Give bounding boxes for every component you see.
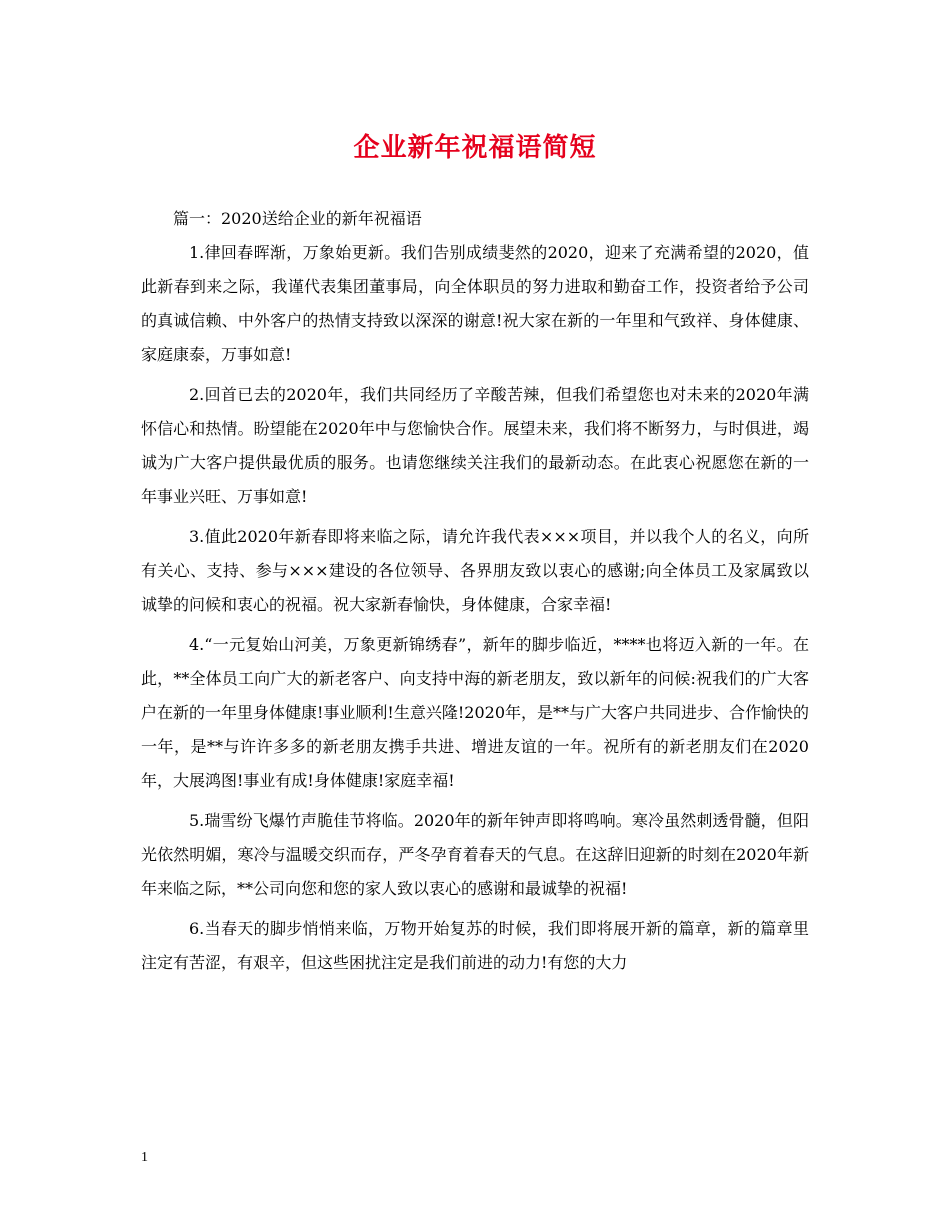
document-body [141,202,809,980]
paragraph-6: 6.当春天的脚步悄悄来临，万物开始复苏的时候，我们即将展开新的篇章，新的篇章里注定有苦涩，有艰辛，但这些困扰注定是我们前进的动力!有您的大力 [141,919,809,972]
paragraph-4: 4.“一元复始山河美，万象更新锦绣春”，新年的脚步临近，****也将迈入新的一年。在此，**全体员工向广大的新老客户、向支持中海的新老朋友，致以新年的问候:祝我们的广大客户在新的一年里身体健康!事业顺利!生意兴隆!2020年，是**与广大客户共同进步、合作愉快的一年，是**与许许多多的新老朋友携手共进、增进友谊的一年。祝所有的新老朋友们在2020年，大展鸿图!事业有成!身体健康!家庭幸福! [141,635,810,790]
paragraph-2: 2.回首已去的2020年，我们共同经历了辛酸苦辣，但我们希望您也对未来的2020年满怀信心和热情。盼望能在2020年中与您愉快合作。展望未来，我们将不断努力，与时俱进，竭诚为广大客户提供最优质的服务。也请您继续关注我们的最新动态。在此衷心祝愿您在新的一年事业兴旺、万事如意! [141,385,809,506]
document-title: 企业新年祝福语简短 [353,133,597,163]
paragraph-5: 5.瑞雪纷飞爆竹声脆佳节将临。2020年的新年钟声即将鸣响。寒冷虽然刺透骨髓，但阳光依然明媚，寒冷与温暖交织而存，严冬孕育着春天的气息。在这辞旧迎新的时刻在2020年新年来临之际，**公司向您和您的家人致以衷心的感谢和最诚挚的祝福! [141,811,809,898]
paragraph-3: 3.值此2020年新春即将来临之际，请允许我代表×××项目，并以我个人的名义，向所有关心、支持、参与×××建设的各位领导、各界朋友致以衷心的感谢;向全体员工及家属致以诚挚的问候和衷心的祝福。祝大家新春愉快，身体健康，合家幸福! [141,527,809,614]
page-number: 1 [141,1150,148,1165]
paragraph-1: 1.律回春晖渐，万象始更新。我们告别成绩斐然的2020，迎来了充满希望的2020，值此新春到来之际，我谨代表集团董事局，向全体职员的努力进取和勤奋工作，投资者给予公司的真诚信赖、中外客户的热情支持致以深深的谢意!祝大家在新的一年里和气致祥、身体健康、家庭康泰，万事如意! [141,243,809,364]
section-heading: 篇一：2020送给企业的新年祝福语 [173,209,422,228]
